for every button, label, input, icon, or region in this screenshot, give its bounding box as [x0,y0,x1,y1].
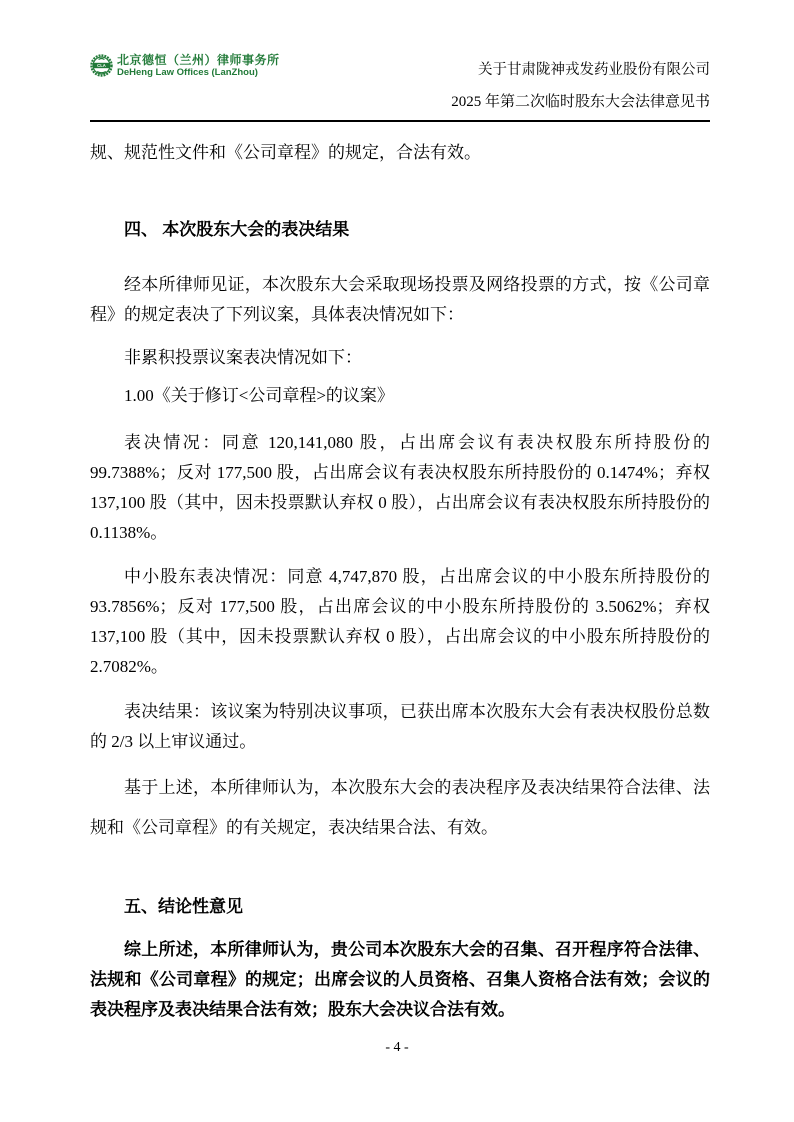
section4-paragraph-resolution: 表决结果：该议案为特别决议事项，已获出席本次股东大会有表决权股份总数的 2/3 以上审议通过。 [90,702,710,751]
section4-paragraph-vote-result: 表决情况：同意 120,141,080 股，占出席会议有表决权股东所持股份的99.7388%；反对 177,500 股，占出席会议有表决权股东所持股份的 0.1474%；弃权 137,100 股（其中，因未投票默认弃权 0 股），占出席会议有表决权股东所持股份的 0.1138%。 [90,433,710,542]
doc-title-opinion: 2025 年第二次临时股东大会法律意见书 [451,94,710,110]
svg-text:CLA: CLA [97,63,106,69]
section4-paragraph-intro: 经本所律师见证，本次股东大会采取现场投票及网络投票的方式，按《公司章程》的规定表决了下列议案，具体表决情况如下： [90,275,710,324]
page-footer [0,1040,794,1056]
firm-name-chinese: 北京德恒（兰州）律师事务所 [117,53,280,67]
page-header [90,52,710,122]
section4-paragraph-minority-vote: 中小股东表决情况：同意 4,747,870 股，占出席会议的中小股东所持股份的93.7856%；反对 177,500 股，占出席会议的中小股东所持股份的 3.5062%；弃权137,100 股（其中，因未投票默认弃权 0 股），占出席会议的中小股东所持股份的 2.7082%。 [90,567,710,676]
section4-paragraph-proposal: 1.00《关于修订<公司章程>的议案》 [124,386,394,405]
section4-paragraph-noncumulative: 非累积投票议案表决情况如下： [124,348,362,367]
law-firm-logo-icon [90,54,113,77]
document-title-block [451,54,710,118]
section4-paragraph-lawyer-opinion: 基于上述，本所律师认为，本次股东大会的表决程序及表决结果符合法律、法规和《公司章程》的有关规定，表决结果合法、有效。 [90,778,710,837]
firm-name-block [117,54,280,79]
section5-heading: 五、结论性意见 [124,897,243,916]
firm-name-english: DeHeng Law Offices (LanZhou) [117,66,258,78]
doc-title-company: 关于甘肃陇神戎发药业股份有限公司 [478,62,710,78]
continuation-paragraph: 规、规范性文件和《公司章程》的规定，合法有效。 [90,143,481,162]
document-body [90,138,710,1025]
page-number: - 4 - [385,1040,409,1055]
firm-identity [90,54,280,79]
section4-heading: 四、 本次股东大会的表决结果 [124,220,350,239]
section5-conclusion-paragraph: 综上所述，本所律师认为，贵公司本次股东大会的召集、召开程序符合法律、法规和《公司章程》的规定；出席会议的人员资格、召集人资格合法有效；会议的表决程序及表决结果合法有效；股东大会决议合法有效。 [90,940,710,1019]
